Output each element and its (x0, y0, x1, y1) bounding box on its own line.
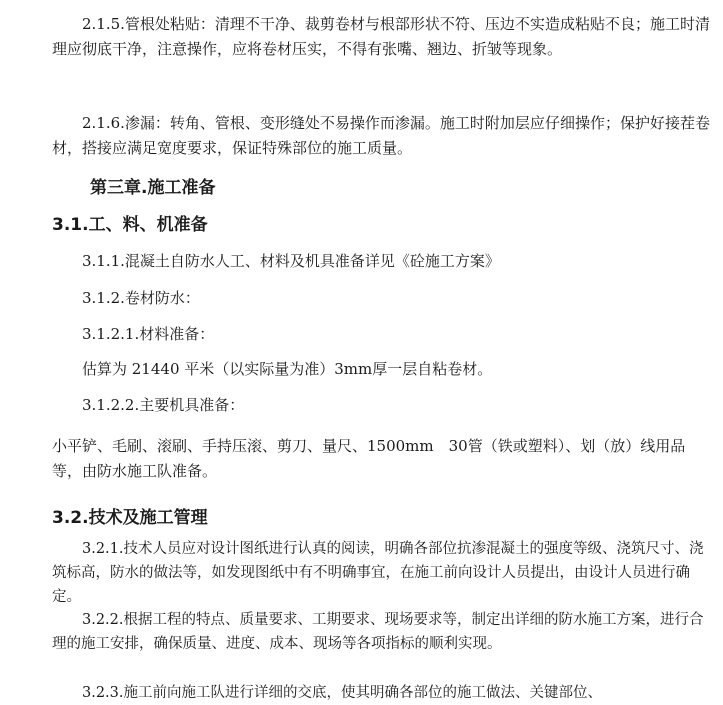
paragraph-3-1-1: 3.1.1.混凝土自防水人工、材料及机具准备详见《砼施工方案》 (82, 252, 500, 270)
paragraph-3-2-2: 3.2.2.根据工程的特点、质量要求、工期要求、现场要求等，制定出详细的防水施工方案，进行合理的施工安排，确保质量、进度、成本、现场等各项指标的顺利实现。 (52, 612, 704, 652)
paragraph-2-1-5: 2.1.5.管根处粘贴：清理不干净、裁剪卷材与根部形状不符、压边不实造成粘贴不良；施工时清理应彻底干净，注意操作，应将卷材压实，不得有张嘴、翘边、折皱等现象。 (52, 15, 710, 58)
chapter-3-title: 第三章.施工准备 (90, 178, 216, 198)
paragraph-3-2-3: 3.2.3.施工前向施工队进行详细的交底，使其明确各部位的施工做法、关键部位、 (82, 685, 603, 701)
paragraph-3-1-2-2: 3.1.2.2.主要机具准备： (82, 396, 245, 414)
paragraph-2-1-6: 2.1.6.渗漏：转角、管根、变形缝处不易操作而渗漏。施工时附加层应仔细操作；保护好接茬卷材，搭接应满足宽度要求，保证特殊部位的施工质量。 (52, 114, 710, 157)
paragraph-tools-list: 小平铲、毛刷、滚刷、手持压滚、剪刀、量尺、1500mm 30管（铁或塑料）、划（放）线用品等，由防水施工队准备。 (52, 437, 686, 480)
paragraph-3-1-2: 3.1.2.卷材防水： (82, 289, 200, 307)
paragraph-3-2-1: 3.2.1.技术人员应对设计图纸进行认真的阅读，明确各部位抗渗混凝土的强度等级、浇筑尺寸、浇筑标高，防水的做法等，如发现图纸中有不明确事宜，在施工前向设计人员提出，由设计人员进行确定。 (52, 541, 704, 605)
paragraph-material-estimate: 估算为 21440 平米（以实际量为准）3mm厚一层自粘卷材。 (82, 360, 493, 378)
section-3-1-title: 3.1.工、料、机准备 (52, 215, 208, 235)
paragraph-3-1-2-1: 3.1.2.1.材料准备： (82, 325, 215, 343)
section-3-2-title: 3.2.技术及施工管理 (52, 508, 208, 528)
